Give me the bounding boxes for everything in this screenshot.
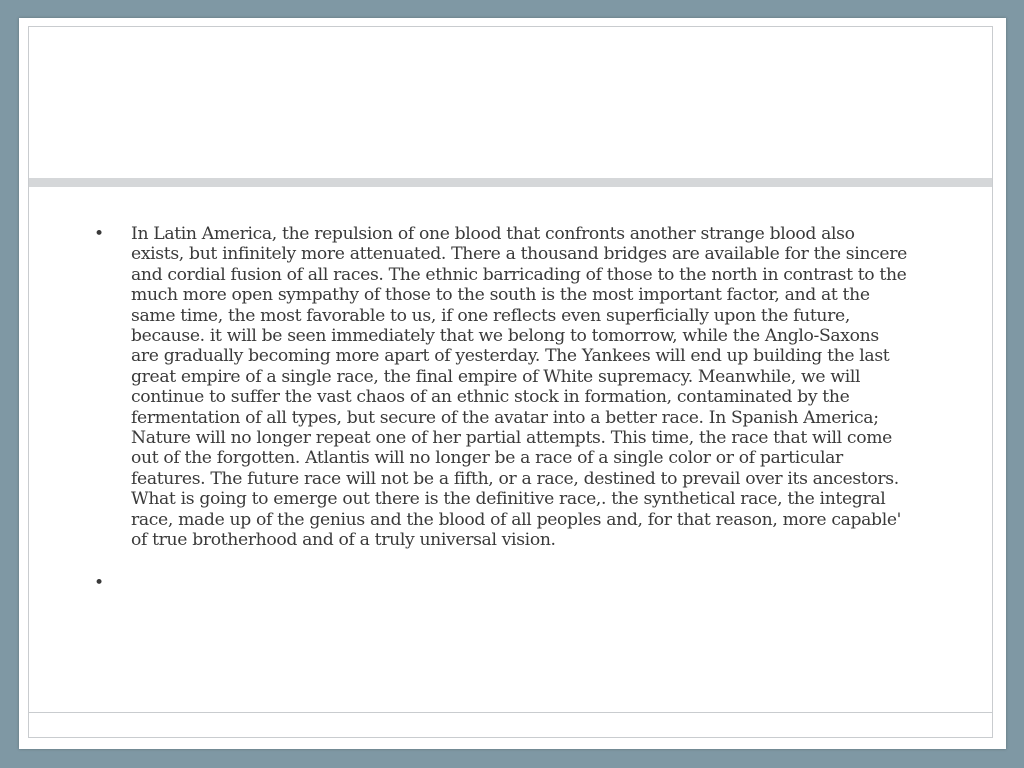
slide-content <box>88 224 908 593</box>
slide-title-area <box>29 27 992 178</box>
bullet-text: • In Latin America, the repulsion of one blood that confronts another strange blood also exists, but infinitely more attenuated. There a thousand bridges are available for the sincere and cordial fusion of all races. The ethnic barricading of those to the north in contrast to the much more open sympathy of those to the south is the most important factor, and at the same time, the most favorable to us, if one reflects even superficially upon the future, because. it will be seen immediately that we belong to tomorrow, while the Anglo-Saxons are gradually becoming more apart of yesterday. The Yankees will end up building the last great empire of a single race, the final empire of White supremacy. Meanwhile, we will continue to suffer the vast chaos of an ethnic stock in formation, contaminated by the fermentation of all types, but secure of the avatar into a better race. In Spanish America; Nature will no longer repeat one of her partial attempts. This time, the race that will come out of the forgotten. Atlantis will no longer be a race of a single color or of particular features. The future race will not be a fifth, or a race, destined to prevail over its ancestors. What is going to emerge out there is the definitive race,. the synthetical race, the integral race, made up of the genius and the blood of all peoples and, for that reason, more capable' of true brotherhood and of a truly universal vision. <box>131 224 907 551</box>
bullet-item <box>88 224 908 551</box>
footer-divider <box>29 712 992 713</box>
title-divider <box>29 178 992 187</box>
empty-bullet-item <box>88 573 908 593</box>
